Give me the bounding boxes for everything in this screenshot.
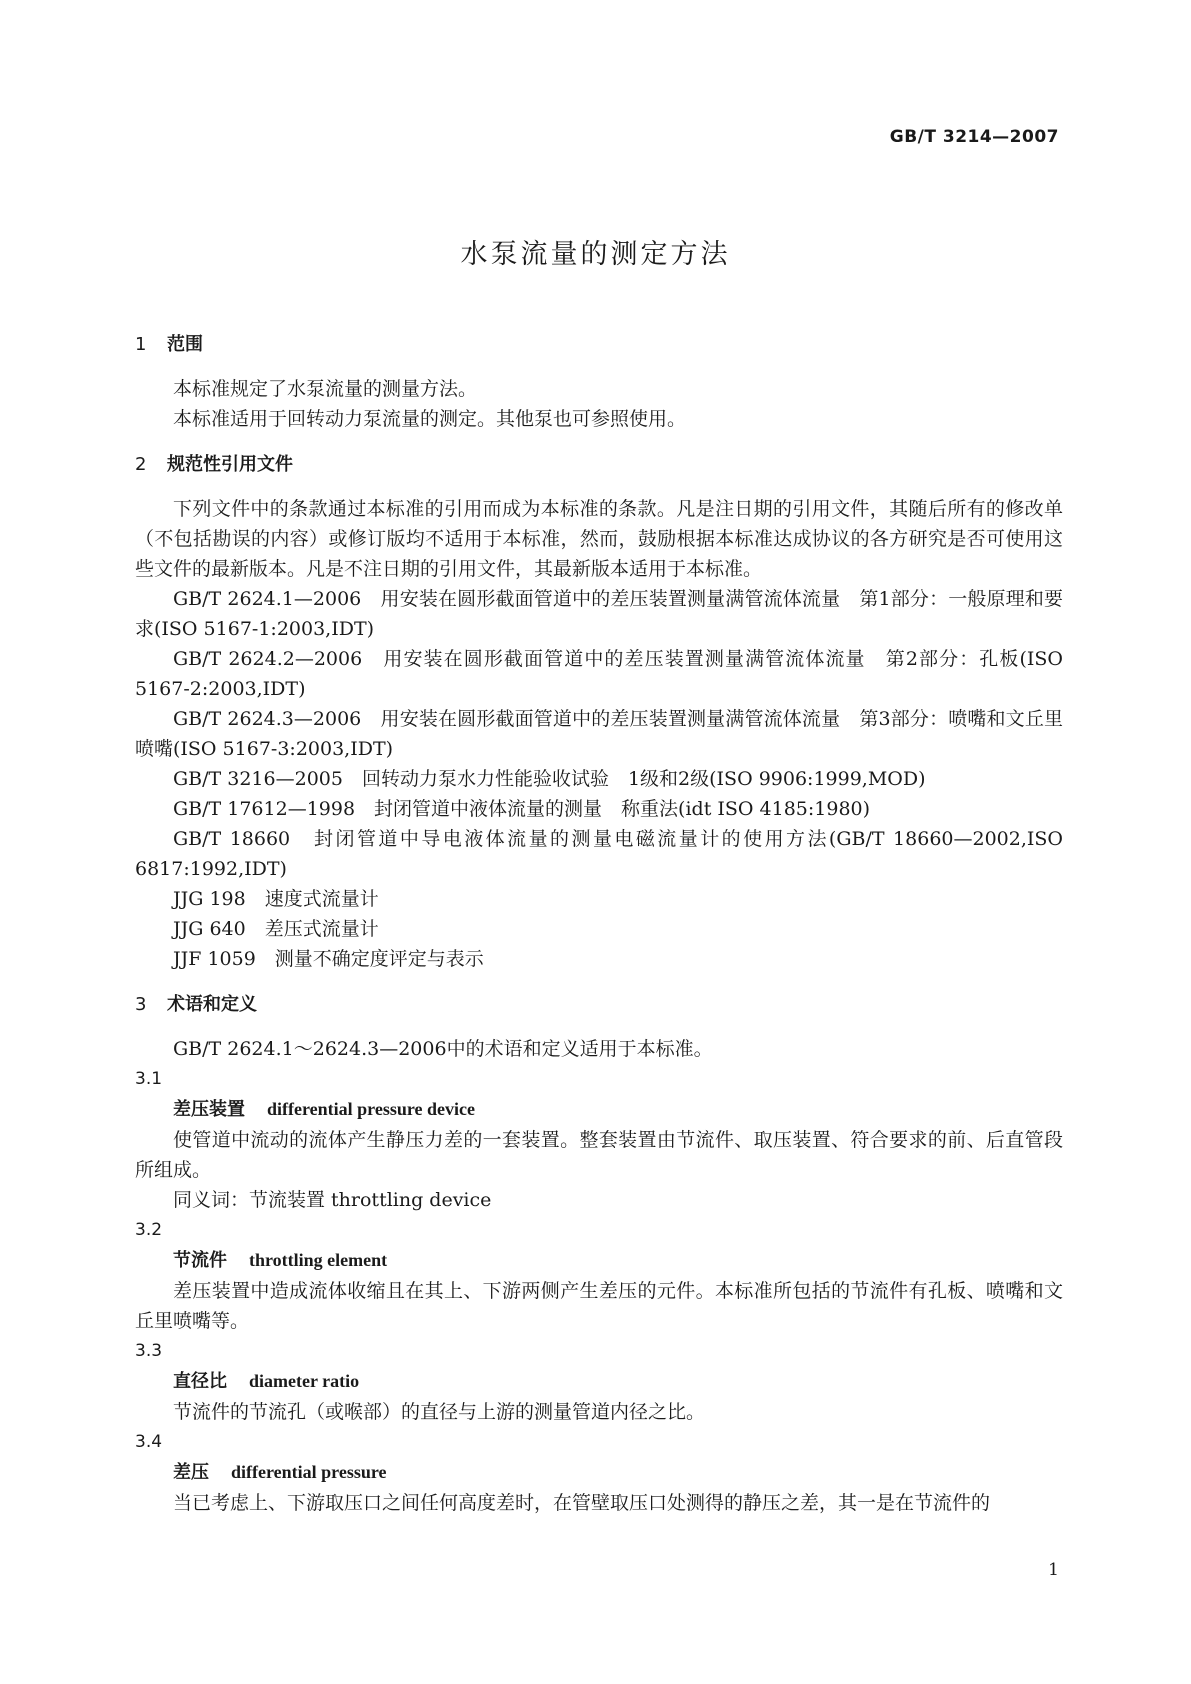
reference-item: JJF 1059 测量不确定度评定与表示	[173, 948, 484, 970]
reference-item: GB/T 2624.1—2006 用安装在圆形截面管道中的差压装置测量满管流体流量 第1部分：一般原理和要求(ISO 5167-1:2003,IDT)	[135, 588, 1063, 640]
term-definition: 节流件的节流孔（或喉部）的直径与上游的测量管道内径之比。	[173, 1401, 706, 1423]
reference-item: GB/T 2624.3—2006 用安装在圆形截面管道中的差压装置测量满管流体流量 第3部分：喷嘴和文丘里喷嘴(ISO 5167-3:2003,IDT)	[135, 708, 1063, 760]
term-entry	[135, 1457, 1063, 1488]
term-entry	[135, 1366, 1063, 1397]
page-number: 1	[1048, 1560, 1059, 1580]
term-chinese: 差压装置	[173, 1099, 245, 1120]
term-definition: 当已考虑上、下游取压口之间任何高度差时，在管壁取压口处测得的静压之差，其一是在节流件的	[173, 1492, 991, 1514]
term-note: 同义词：节流装置 throttling device	[173, 1189, 492, 1211]
reference-item: GB/T 17612—1998 封闭管道中液体流量的测量 称重法(idt ISO 4185:1980)	[173, 798, 871, 820]
section-number: 3	[135, 994, 147, 1015]
section-number: 1	[135, 334, 147, 355]
term-english: throttling element	[249, 1250, 388, 1270]
section-heading-references	[135, 450, 1063, 480]
clause-number: 3.2	[135, 1220, 163, 1240]
term-english: diameter ratio	[249, 1371, 360, 1391]
term-english: differential pressure device	[267, 1099, 475, 1119]
section-title: 术语和定义	[167, 994, 257, 1015]
term-entry	[135, 1094, 1063, 1125]
paragraph: 本标准规定了水泵流量的测量方法。	[173, 378, 478, 400]
section-title: 规范性引用文件	[167, 454, 293, 475]
reference-item: JJG 640 差压式流量计	[173, 918, 379, 940]
paragraph: GB/T 2624.1～2624.3—2006中的术语和定义适用于本标准。	[173, 1038, 713, 1060]
section-heading-terms	[135, 990, 1063, 1020]
term-entry	[135, 1245, 1063, 1276]
paragraph: 本标准适用于回转动力泵流量的测定。其他泵也可参照使用。	[173, 408, 687, 430]
clause-number: 3.1	[135, 1069, 163, 1089]
term-chinese: 直径比	[173, 1371, 227, 1392]
term-definition: 差压装置中造成流体收缩且在其上、下游两侧产生差压的元件。本标准所包括的节流件有孔板、喷嘴和文丘里喷嘴等。	[135, 1280, 1063, 1332]
clause-number: 3.4	[135, 1432, 163, 1452]
reference-item: GB/T 3216—2005 回转动力泵水力性能验收试验 1级和2级(ISO 9906:1999,MOD)	[173, 768, 926, 790]
term-english: differential pressure	[231, 1462, 387, 1482]
standard-number: GB/T 3214—2007	[889, 127, 1059, 147]
document-title: 水泵流量的测定方法	[460, 239, 731, 270]
document-body	[135, 330, 1063, 1518]
section-title: 范围	[167, 334, 203, 355]
section-heading-scope	[135, 330, 1063, 360]
reference-item: GB/T 2624.2—2006 用安装在圆形截面管道中的差压装置测量满管流体流量 第2部分：孔板(ISO 5167-2:2003,IDT)	[135, 648, 1063, 700]
paragraph: 下列文件中的条款通过本标准的引用而成为本标准的条款。凡是注日期的引用文件，其随后所有的修改单（不包括勘误的内容）或修订版均不适用于本标准，然而，鼓励根据本标准达成协议的各方研究是否可使用这些文件的最新版本。凡是不注日期的引用文件，其最新版本适用于本标准。	[135, 498, 1063, 580]
term-definition: 使管道中流动的流体产生静压力差的一套装置。整套装置由节流件、取压装置、符合要求的前、后直管段所组成。	[135, 1129, 1063, 1181]
clause-number: 3.3	[135, 1341, 163, 1361]
term-chinese: 差压	[173, 1462, 209, 1483]
reference-item: GB/T 18660 封闭管道中导电液体流量的测量电磁流量计的使用方法(GB/T 18660—2002,ISO 6817:1992,IDT)	[135, 828, 1063, 880]
reference-item: JJG 198 速度式流量计	[173, 888, 379, 910]
section-number: 2	[135, 454, 147, 475]
term-chinese: 节流件	[173, 1250, 227, 1271]
